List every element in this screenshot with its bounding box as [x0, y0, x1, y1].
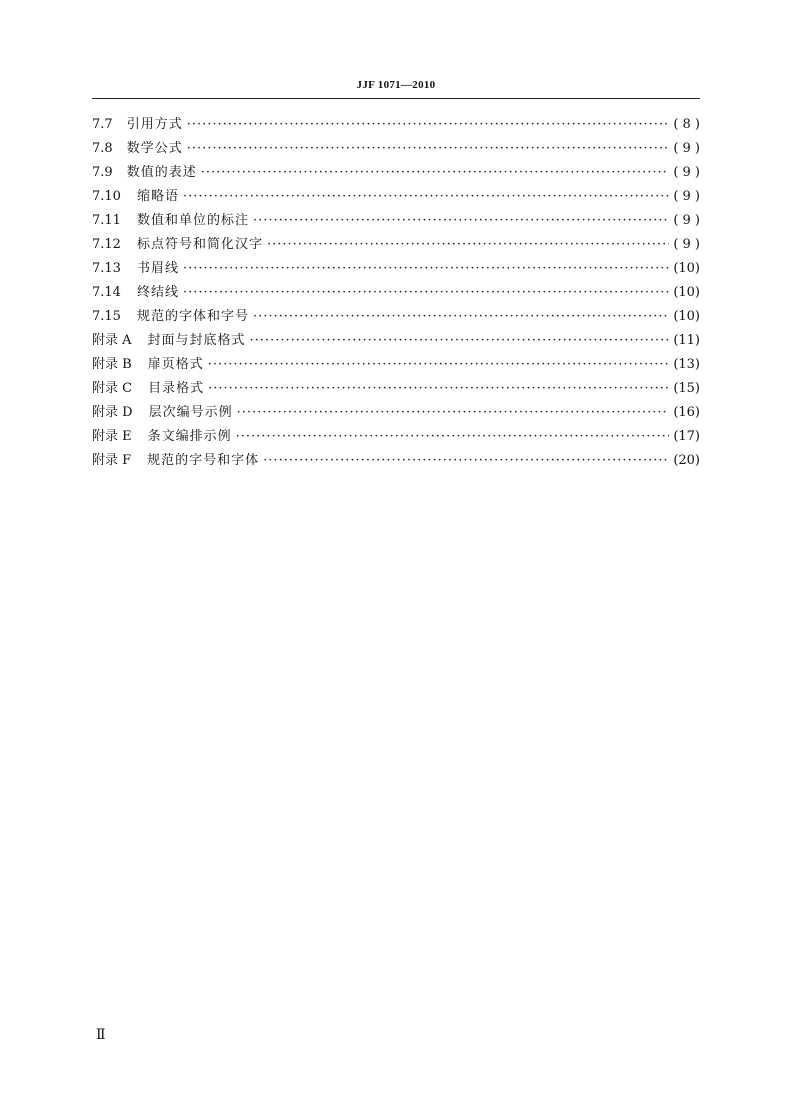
toc-entry-title: 书眉线	[136, 261, 179, 276]
toc-entry	[92, 425, 700, 449]
page-number: Ⅱ	[96, 1027, 106, 1043]
toc-entry-title: 数值和单位的标注	[136, 213, 249, 228]
toc-entry-title: 封面与封底格式	[147, 333, 246, 348]
toc-entry-page: (15)	[673, 381, 700, 396]
toc-entry-title: 数值的表述	[126, 165, 197, 180]
toc-entry-page: ( 9 )	[673, 213, 700, 228]
toc-entry-title: 规范的字号和字体	[147, 453, 260, 468]
toc-entry-title: 引用方式	[126, 117, 183, 132]
toc-dot-leader	[253, 213, 669, 228]
toc-entry-page: ( 9 )	[673, 237, 700, 252]
toc-entry-title: 条文编排示例	[147, 429, 232, 444]
toc-entry-number: 7.10	[92, 189, 121, 204]
toc-entry-number: 附录 D	[92, 405, 133, 420]
toc-entry-page: (20)	[673, 453, 700, 468]
toc-entry-page: (10)	[673, 309, 700, 324]
toc-entry	[92, 281, 700, 305]
toc-entry-title: 扉页格式	[147, 357, 204, 372]
toc-entry-page: (11)	[673, 333, 700, 348]
toc-entry-number: 附录 B	[92, 357, 132, 372]
toc-entry	[92, 449, 700, 473]
toc-entry	[92, 209, 700, 233]
toc-entry-title: 终结线	[136, 285, 179, 300]
toc-entry-page: (17)	[673, 429, 700, 444]
toc-entry-title: 缩略语	[136, 189, 179, 204]
toc-entry-title: 规范的字体和字号	[136, 309, 249, 324]
toc-dot-leader	[237, 405, 670, 420]
toc-dot-leader	[208, 381, 669, 396]
toc-entry	[92, 401, 700, 425]
toc-entry	[92, 377, 700, 401]
toc-entry	[92, 137, 700, 161]
toc-dot-leader	[250, 333, 670, 348]
toc-entry-page: (16)	[673, 405, 700, 420]
toc-entry-number: 附录 E	[92, 429, 132, 444]
toc-entry-page: ( 9 )	[673, 189, 700, 204]
toc-entry-number: 附录 C	[92, 381, 133, 396]
toc-entry	[92, 353, 700, 377]
toc-entry-number: 7.11	[92, 213, 121, 228]
toc-dot-leader	[253, 309, 669, 324]
toc-dot-leader	[187, 141, 670, 156]
toc-entry-number: 7.7	[92, 117, 113, 132]
toc-entry	[92, 185, 700, 209]
toc-dot-leader	[267, 237, 669, 252]
toc-entry-page: ( 8 )	[673, 117, 700, 132]
toc-entry-page: (13)	[673, 357, 700, 372]
toc-dot-leader	[208, 357, 670, 372]
toc-dot-leader	[236, 429, 670, 444]
toc-entry-title: 层次编号示例	[148, 405, 233, 420]
toc-entry	[92, 113, 700, 137]
toc-entry-number: 7.12	[92, 237, 121, 252]
toc-dot-leader	[183, 189, 669, 204]
toc-entry-title: 数学公式	[126, 141, 183, 156]
toc-entry-number: 7.13	[92, 261, 121, 276]
toc-entry	[92, 329, 700, 353]
header-rule	[92, 98, 700, 99]
toc-dot-leader	[183, 285, 669, 300]
toc-entry-number: 附录 A	[92, 333, 132, 348]
toc-entry	[92, 257, 700, 281]
running-header: JJF 1071—2010	[356, 79, 436, 91]
toc-entry-number: 7.15	[92, 309, 121, 324]
toc-dot-leader	[183, 261, 669, 276]
toc-dot-leader	[187, 117, 670, 132]
toc-entry-page: (10)	[673, 261, 700, 276]
toc-dot-leader	[201, 165, 670, 180]
toc-entry-number: 7.14	[92, 285, 121, 300]
toc-entry-title: 目录格式	[148, 381, 205, 396]
toc-entry	[92, 161, 700, 185]
toc-entry-number: 7.8	[92, 141, 113, 156]
toc-entry	[92, 233, 700, 257]
toc-entry-title: 标点符号和简化汉字	[136, 237, 263, 252]
toc-entry-page: ( 9 )	[673, 141, 700, 156]
table-of-contents	[92, 113, 700, 473]
toc-dot-leader	[263, 453, 669, 468]
toc-entry-number: 7.9	[92, 165, 113, 180]
toc-entry-page: ( 9 )	[673, 165, 700, 180]
toc-entry-number: 附录 F	[92, 453, 132, 468]
toc-entry-page: (10)	[673, 285, 700, 300]
toc-entry	[92, 305, 700, 329]
